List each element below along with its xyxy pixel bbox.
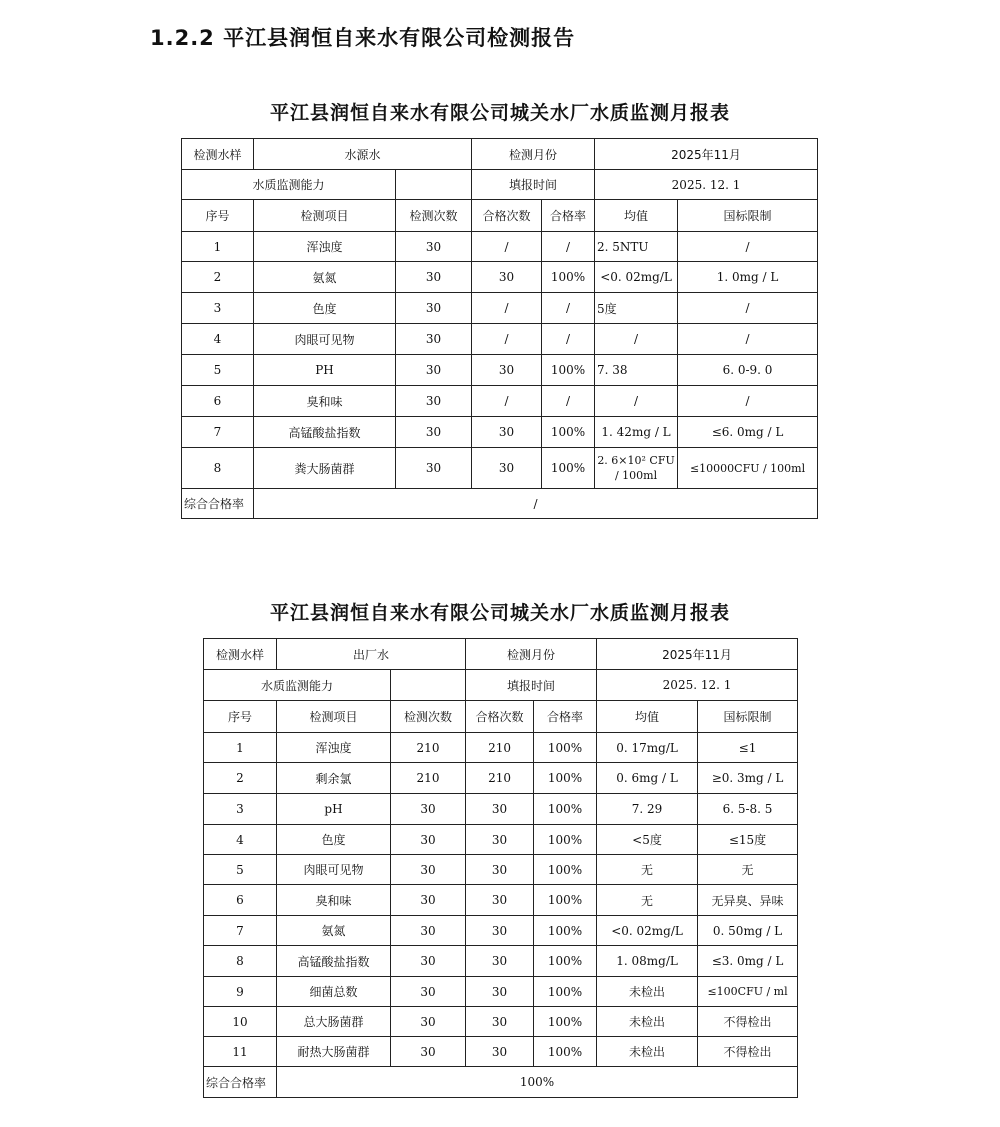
table2-title: 平江县润恒自来水有限公司城关水厂水质监测月报表 xyxy=(269,602,730,624)
table-cell: 100% xyxy=(542,448,595,489)
table-cell: 9 xyxy=(204,977,277,1007)
table1-sample-label: 检测水样 xyxy=(182,139,254,170)
table-cell: / xyxy=(595,324,678,355)
table2-capability-value xyxy=(391,670,466,701)
table-cell: / xyxy=(542,232,595,262)
table-cell: 6 xyxy=(182,386,254,417)
table-cell: 不得检出 xyxy=(698,1037,798,1067)
table-cell: / xyxy=(678,324,818,355)
table-cell: / xyxy=(472,386,542,417)
table-cell: 30 xyxy=(391,946,466,977)
table-cell: 100% xyxy=(534,1037,597,1067)
table-cell: 30 xyxy=(466,825,534,855)
table-cell: 30 xyxy=(391,1007,466,1037)
table-cell: ≤100CFU / ml xyxy=(698,977,798,1007)
table-row xyxy=(182,355,818,386)
table-cell: 30 xyxy=(396,448,472,489)
table-cell: 色度 xyxy=(277,825,391,855)
table1-info-row-2 xyxy=(182,170,818,200)
table-cell: 不得检出 xyxy=(698,1007,798,1037)
table-row xyxy=(204,825,798,855)
table-row xyxy=(204,794,798,825)
table-cell: / xyxy=(472,324,542,355)
table-cell: <0. 02mg/L xyxy=(595,262,678,293)
table-cell: 30 xyxy=(396,386,472,417)
table-cell: 30 xyxy=(466,946,534,977)
table-cell: 30 xyxy=(466,855,534,885)
table-cell: / xyxy=(472,293,542,324)
table2-header-cell: 国标限制 xyxy=(698,701,798,733)
table-row xyxy=(182,293,818,324)
table2-month-label: 检测月份 xyxy=(466,639,597,670)
table-cell: 30 xyxy=(466,977,534,1007)
table-cell: ≥0. 3mg / L xyxy=(698,763,798,794)
table2-header-row xyxy=(204,701,798,733)
table2-sample-label: 检测水样 xyxy=(204,639,277,670)
table-cell: PH xyxy=(254,355,396,386)
table-cell: 210 xyxy=(391,763,466,794)
table-cell: / xyxy=(542,324,595,355)
table-cell: 2. 6×10² CFU / 100ml xyxy=(595,448,678,489)
table-cell: / xyxy=(678,232,818,262)
table-cell: 100% xyxy=(534,825,597,855)
table1-month-value: 2025年11月 xyxy=(595,139,818,170)
table-cell: 无异臭、异味 xyxy=(698,885,798,916)
table1-sample-value: 水源水 xyxy=(254,139,472,170)
table1-capability-value xyxy=(396,170,472,200)
table-cell: 30 xyxy=(466,1007,534,1037)
table1-header-cell: 均值 xyxy=(595,200,678,232)
table-cell: 肉眼可见物 xyxy=(277,855,391,885)
table-cell: 30 xyxy=(466,794,534,825)
table-cell: 无 xyxy=(597,885,698,916)
table-cell: pH xyxy=(277,794,391,825)
table-cell: 4 xyxy=(182,324,254,355)
table-row xyxy=(204,977,798,1007)
table-cell: 耐热大肠菌群 xyxy=(277,1037,391,1067)
table-cell: 30 xyxy=(472,448,542,489)
table-cell: 肉眼可见物 xyxy=(254,324,396,355)
table-cell: ≤6. 0mg / L xyxy=(678,417,818,448)
table1-fill-time-value: 2025. 12. 1 xyxy=(595,170,818,200)
table1-header-row xyxy=(182,200,818,232)
table-cell: <0. 02mg/L xyxy=(597,916,698,946)
table-row xyxy=(204,885,798,916)
table-cell: 1 xyxy=(182,232,254,262)
table-cell: 高锰酸盐指数 xyxy=(277,946,391,977)
table-cell: 210 xyxy=(466,763,534,794)
table-cell: 2 xyxy=(182,262,254,293)
table-row xyxy=(204,1007,798,1037)
table1-overall-row xyxy=(182,489,818,519)
table-cell: 100% xyxy=(534,855,597,885)
table1-header-cell: 合格次数 xyxy=(472,200,542,232)
table-cell: 浑浊度 xyxy=(254,232,396,262)
table1-source-water xyxy=(181,138,818,519)
table2-header-cell: 序号 xyxy=(204,701,277,733)
table-cell: 氨氮 xyxy=(277,916,391,946)
table1-capability-label: 水质监测能力 xyxy=(182,170,396,200)
table-cell: / xyxy=(678,386,818,417)
table-cell: 6 xyxy=(204,885,277,916)
table-cell: ≤1 xyxy=(698,733,798,763)
table2-finished-water xyxy=(203,638,798,1098)
table-cell: 100% xyxy=(542,355,595,386)
table-cell: 0. 50mg / L xyxy=(698,916,798,946)
table-cell: 30 xyxy=(391,885,466,916)
table-cell: 100% xyxy=(534,763,597,794)
table2-info-row-2 xyxy=(204,670,798,701)
table-row xyxy=(204,946,798,977)
table2-overall-row xyxy=(204,1067,798,1098)
table-cell: / xyxy=(595,386,678,417)
table-cell: 30 xyxy=(466,1037,534,1067)
table-cell: 30 xyxy=(396,324,472,355)
table-cell: 30 xyxy=(466,916,534,946)
table-cell: 未检出 xyxy=(597,1037,698,1067)
table-cell: / xyxy=(542,293,595,324)
table2-header-cell: 均值 xyxy=(597,701,698,733)
table1-info-row-1 xyxy=(182,139,818,170)
table-cell: 7. 29 xyxy=(597,794,698,825)
table-cell: 5 xyxy=(182,355,254,386)
table2-overall-label: 综合合格率 xyxy=(204,1067,277,1098)
table-row xyxy=(204,916,798,946)
table-cell: 30 xyxy=(472,262,542,293)
table-cell: 粪大肠菌群 xyxy=(254,448,396,489)
table-row xyxy=(182,324,818,355)
table-cell: 100% xyxy=(534,916,597,946)
table-cell: 5度 xyxy=(595,293,678,324)
table-cell: 30 xyxy=(396,232,472,262)
table-cell: 臭和味 xyxy=(254,386,396,417)
table-cell: 5 xyxy=(204,855,277,885)
table-cell: 30 xyxy=(466,885,534,916)
table1-header-cell: 检测项目 xyxy=(254,200,396,232)
table-cell: 100% xyxy=(534,977,597,1007)
table1-title: 平江县润恒自来水有限公司城关水厂水质监测月报表 xyxy=(269,102,730,124)
table-cell: / xyxy=(542,386,595,417)
table-cell: 7. 38 xyxy=(595,355,678,386)
table-cell: 30 xyxy=(472,417,542,448)
table-cell: 浑浊度 xyxy=(277,733,391,763)
table-row xyxy=(204,733,798,763)
table-cell: ≤15度 xyxy=(698,825,798,855)
table-cell: 100% xyxy=(534,885,597,916)
table1-overall-value: / xyxy=(254,489,818,519)
table-cell: 1. 42mg / L xyxy=(595,417,678,448)
table-cell: 30 xyxy=(391,794,466,825)
table2-fill-time-value: 2025. 12. 1 xyxy=(597,670,798,701)
table-cell: 4 xyxy=(204,825,277,855)
table1-fill-time-label: 填报时间 xyxy=(472,170,595,200)
table1-header-cell: 检测次数 xyxy=(396,200,472,232)
table-row xyxy=(204,763,798,794)
table-cell: 8 xyxy=(182,448,254,489)
table2-month-value: 2025年11月 xyxy=(597,639,798,670)
table-cell: 30 xyxy=(391,916,466,946)
table1-header-cell: 国标限制 xyxy=(678,200,818,232)
table-cell: 7 xyxy=(182,417,254,448)
table-cell: 未检出 xyxy=(597,977,698,1007)
table-cell: 0. 6mg / L xyxy=(597,763,698,794)
table-row xyxy=(182,262,818,293)
table-cell: 30 xyxy=(391,855,466,885)
table1-month-label: 检测月份 xyxy=(472,139,595,170)
table-cell: 剩余氯 xyxy=(277,763,391,794)
table-cell: 无 xyxy=(597,855,698,885)
table-cell: 无 xyxy=(698,855,798,885)
table-cell: 6. 5-8. 5 xyxy=(698,794,798,825)
table-cell: 11 xyxy=(204,1037,277,1067)
table-cell: 高锰酸盐指数 xyxy=(254,417,396,448)
table-row xyxy=(182,386,818,417)
table-cell: 100% xyxy=(534,1007,597,1037)
table-cell: 30 xyxy=(391,825,466,855)
table-cell: 1. 0mg / L xyxy=(678,262,818,293)
table-cell: 3 xyxy=(182,293,254,324)
table-cell: 氨氮 xyxy=(254,262,396,293)
table-cell: 8 xyxy=(204,946,277,977)
table-cell: 2. 5NTU xyxy=(595,232,678,262)
table-cell: 210 xyxy=(391,733,466,763)
table1-header-cell: 合格率 xyxy=(542,200,595,232)
table-row xyxy=(182,448,818,489)
table-cell: 30 xyxy=(396,293,472,324)
table-cell: 30 xyxy=(391,977,466,1007)
table-row xyxy=(182,232,818,262)
table2-header-cell: 合格率 xyxy=(534,701,597,733)
table-cell: 100% xyxy=(534,733,597,763)
table-cell: / xyxy=(678,293,818,324)
table2-header-cell: 检测次数 xyxy=(391,701,466,733)
table-cell: 30 xyxy=(396,355,472,386)
table-row xyxy=(182,417,818,448)
table-cell: 3 xyxy=(204,794,277,825)
table-row xyxy=(204,1037,798,1067)
table-cell: 100% xyxy=(542,262,595,293)
table2-header-cell: 检测项目 xyxy=(277,701,391,733)
table-cell: 1 xyxy=(204,733,277,763)
table-cell: 7 xyxy=(204,916,277,946)
table2-sample-value: 出厂水 xyxy=(277,639,466,670)
table-cell: 30 xyxy=(391,1037,466,1067)
table-row xyxy=(204,855,798,885)
table-cell: ≤10000CFU / 100ml xyxy=(678,448,818,489)
table1-overall-label: 综合合格率 xyxy=(182,489,254,519)
table2-overall-value: 100% xyxy=(277,1067,798,1098)
table-cell: 0. 17mg/L xyxy=(597,733,698,763)
table-cell: / xyxy=(472,232,542,262)
table2-header-cell: 合格次数 xyxy=(466,701,534,733)
table-cell: 1. 08mg/L xyxy=(597,946,698,977)
table-cell: 100% xyxy=(534,946,597,977)
table2-fill-time-label: 填报时间 xyxy=(466,670,597,701)
table-cell: ≤3. 0mg / L xyxy=(698,946,798,977)
table-cell: 2 xyxy=(204,763,277,794)
table1-header-cell: 序号 xyxy=(182,200,254,232)
table-cell: 6. 0-9. 0 xyxy=(678,355,818,386)
table-cell: 210 xyxy=(466,733,534,763)
table-cell: 色度 xyxy=(254,293,396,324)
table-cell: 100% xyxy=(542,417,595,448)
table-cell: 未检出 xyxy=(597,1007,698,1037)
table-cell: 100% xyxy=(534,794,597,825)
table-cell: 30 xyxy=(396,262,472,293)
table-cell: 30 xyxy=(396,417,472,448)
table2-capability-label: 水质监测能力 xyxy=(204,670,391,701)
table2-info-row-1 xyxy=(204,639,798,670)
section-heading: 1.2.2 平江县润恒自来水有限公司检测报告 xyxy=(150,26,576,50)
table-cell: 30 xyxy=(472,355,542,386)
table-cell: 10 xyxy=(204,1007,277,1037)
table-cell: 细菌总数 xyxy=(277,977,391,1007)
table-cell: 臭和味 xyxy=(277,885,391,916)
table-cell: <5度 xyxy=(597,825,698,855)
table-cell: 总大肠菌群 xyxy=(277,1007,391,1037)
